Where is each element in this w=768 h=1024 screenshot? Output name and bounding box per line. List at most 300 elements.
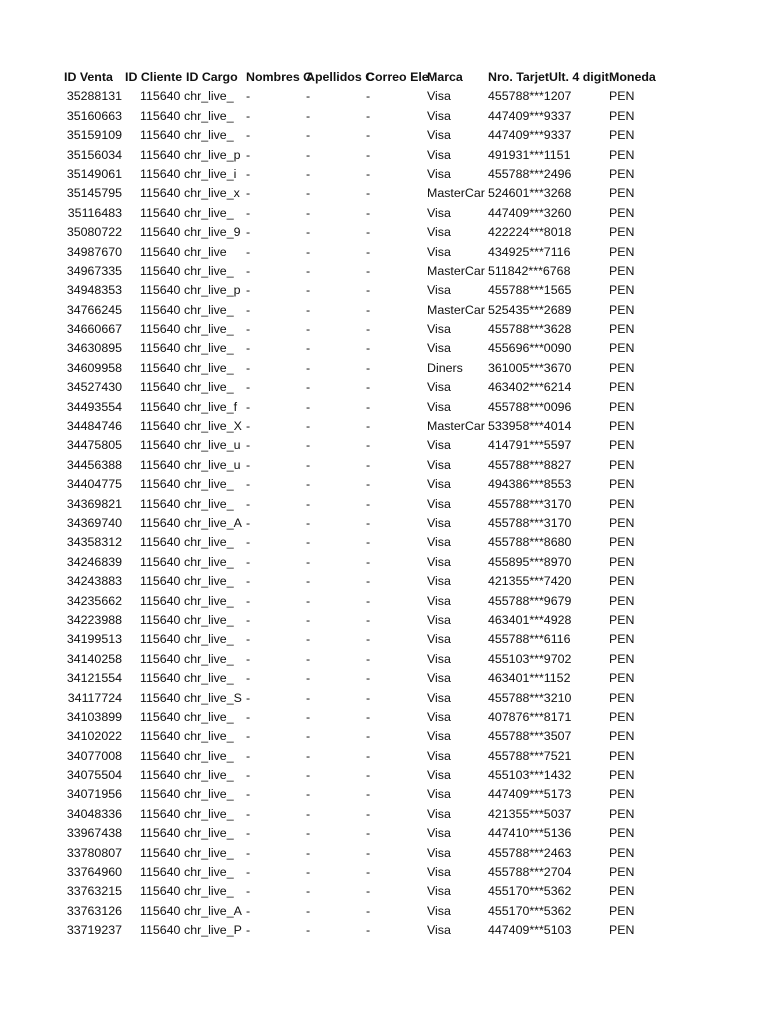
cell-correo: - [366,554,371,569]
cell-correo: - [366,205,371,220]
cell-correo: - [366,748,371,763]
cell-apellidos: - [306,593,311,608]
cell-id-cargo: chr_live_A [184,903,242,918]
cell-correo: - [366,341,371,356]
cell-nombres: - [246,574,251,589]
cell-moneda: PEN [609,186,635,201]
cell-moneda: PEN [609,399,635,414]
cell-id-cliente: 115640 [140,535,181,550]
cell-correo: - [366,787,371,802]
cell-apellidos: - [306,923,311,938]
cell-id-cargo: chr_live_ [184,496,234,511]
cell-nro-tarjeta: 455788***3170 [488,515,572,530]
cell-id-cargo: chr_live [184,244,227,259]
cell-nombres: - [246,651,251,666]
cell-nro-tarjeta: 455103***1432 [488,768,572,783]
cell-nro-tarjeta: 511842***6768 [488,263,571,278]
cell-nombres: - [246,205,251,220]
cell-marca: Visa [427,865,451,880]
cell-apellidos: - [306,748,311,763]
cell-id-venta: 34630895 [66,341,122,356]
cell-nombres: - [246,806,251,821]
cell-nro-tarjeta: 455788***6116 [488,632,571,647]
cell-apellidos: - [306,535,311,550]
cell-id-cliente: 115640 [140,826,181,841]
table-row [0,902,768,921]
cell-id-cliente: 115640 [140,574,181,589]
cell-apellidos: - [306,515,311,530]
cell-id-cargo: chr_live_p [184,147,241,162]
cell-apellidos: - [306,865,311,880]
cell-correo: - [366,671,371,686]
cell-id-cargo: chr_live_ [184,535,234,550]
cell-id-cargo: chr_live_i [184,166,237,181]
cell-id-cliente: 115640 [140,302,181,317]
header-apellidos: Apellidos C [306,70,375,84]
cell-id-cargo: chr_live_ [184,787,234,802]
table-row [0,126,768,145]
cell-correo: - [366,632,371,647]
cell-marca: MasterCar [427,419,485,434]
cell-id-venta: 34948353 [66,283,122,298]
cell-nro-tarjeta: 463401***1152 [488,671,571,686]
cell-nro-tarjeta: 455788***3628 [488,322,572,337]
cell-marca: Visa [427,166,451,181]
cell-id-cliente: 115640 [140,903,181,918]
cell-id-cliente: 115640 [140,166,181,181]
cell-id-cargo: chr_live_ [184,729,234,744]
cell-id-cliente: 115640 [140,108,181,123]
cell-id-cliente: 115640 [140,360,181,375]
cell-nro-tarjeta: 455696***0090 [488,341,572,356]
cell-id-cargo: chr_live_9 [184,225,241,240]
cell-apellidos: - [306,244,311,259]
cell-id-venta: 34358312 [66,535,122,550]
cell-correo: - [366,457,371,472]
cell-apellidos: - [306,496,311,511]
cell-id-venta: 35116483 [67,205,122,220]
table-row [0,301,768,320]
cell-marca: MasterCar [427,263,485,278]
table-row [0,844,768,863]
cell-moneda: PEN [609,477,635,492]
cell-apellidos: - [306,166,311,181]
cell-marca: Visa [427,225,451,240]
cell-correo: - [366,612,371,627]
cell-id-cargo: chr_live_ [184,651,234,666]
cell-correo: - [366,690,371,705]
cell-nro-tarjeta: 455788***1207 [488,89,572,104]
cell-nombres: - [246,380,251,395]
cell-nombres: - [246,438,251,453]
cell-nombres: - [246,535,251,550]
table-row [0,611,768,630]
cell-marca: Visa [427,709,451,724]
cell-marca: Visa [427,690,451,705]
cell-moneda: PEN [609,360,635,375]
cell-moneda: PEN [609,89,635,104]
cell-id-cliente: 115640 [140,845,181,860]
cell-apellidos: - [306,477,311,492]
table-row [0,417,768,436]
cell-nro-tarjeta: 407876***8171 [488,709,572,724]
cell-marca: Visa [427,515,451,530]
cell-id-venta: 34660667 [66,322,122,337]
table-row [0,708,768,727]
cell-nombres: - [246,709,251,724]
cell-nro-tarjeta: 447409***9337 [488,128,572,143]
cell-marca: Visa [427,826,451,841]
cell-nombres: - [246,729,251,744]
header-moneda: Moneda [609,70,656,84]
cell-moneda: PEN [609,884,635,899]
cell-id-cargo: chr_live_ [184,632,234,647]
cell-id-venta: 35160663 [66,108,122,123]
cell-id-venta: 34527430 [66,380,122,395]
cell-correo: - [366,166,371,181]
cell-marca: Visa [427,612,451,627]
table-row [0,475,768,494]
cell-apellidos: - [306,302,311,317]
cell-id-venta: 33763126 [66,903,122,918]
cell-id-venta: 34077008 [66,748,122,763]
cell-apellidos: - [306,128,311,143]
cell-id-cargo: chr_live_ [184,322,234,337]
cell-id-cargo: chr_live_ [184,826,234,841]
cell-nro-tarjeta: 455788***7521 [488,748,572,763]
cell-moneda: PEN [609,380,635,395]
cell-id-venta: 34609958 [66,360,122,375]
cell-nombres: - [246,225,251,240]
cell-nro-tarjeta: 447409***5103 [488,923,572,938]
cell-marca: Visa [427,651,451,666]
cell-moneda: PEN [609,457,635,472]
cell-marca: Visa [427,108,451,123]
cell-apellidos: - [306,89,311,104]
cell-id-venta: 34117724 [67,690,122,705]
cell-apellidos: - [306,690,311,705]
cell-id-cargo: chr_live_ [184,806,234,821]
cell-nombres: - [246,554,251,569]
cell-apellidos: - [306,768,311,783]
cell-correo: - [366,283,371,298]
cell-moneda: PEN [609,496,635,511]
cell-id-cliente: 115640 [140,89,181,104]
table-row [0,727,768,746]
cell-id-cliente: 115640 [140,923,181,938]
cell-id-cargo: chr_live_ [184,380,234,395]
cell-nombres: - [246,671,251,686]
cell-id-cargo: chr_live_P [184,923,242,938]
cell-marca: Visa [427,244,451,259]
cell-apellidos: - [306,380,311,395]
cell-moneda: PEN [609,923,635,938]
table-row [0,165,768,184]
cell-correo: - [366,302,371,317]
cell-nro-tarjeta: 447410***5136 [488,826,572,841]
cell-id-cliente: 115640 [140,225,181,240]
cell-id-cargo: chr_live_u [184,457,241,472]
cell-id-cliente: 115640 [140,787,181,802]
table-row [0,359,768,378]
cell-nombres: - [246,690,251,705]
cell-id-cliente: 115640 [140,884,181,899]
cell-marca: Visa [427,438,451,453]
cell-marca: Visa [427,671,451,686]
cell-apellidos: - [306,360,311,375]
cell-apellidos: - [306,903,311,918]
cell-marca: Visa [427,89,451,104]
cell-nro-tarjeta: 455788***8827 [488,457,572,472]
header-id-cliente: ID Cliente [125,70,183,84]
cell-correo: - [366,574,371,589]
cell-nombres: - [246,89,251,104]
cell-marca: Visa [427,554,451,569]
cell-id-venta: 34102022 [66,729,122,744]
cell-id-cliente: 115640 [140,554,181,569]
cell-apellidos: - [306,806,311,821]
cell-moneda: PEN [609,574,635,589]
cell-nro-tarjeta: 421355***7420 [488,574,572,589]
cell-id-cargo: chr_live_ [184,89,234,104]
cell-id-cliente: 115640 [140,419,181,434]
cell-apellidos: - [306,787,311,802]
cell-id-cargo: chr_live_ [184,360,234,375]
table-row [0,882,768,901]
cell-nombres: - [246,612,251,627]
cell-id-cargo: chr_live_ [184,128,234,143]
cell-correo: - [366,806,371,821]
cell-id-venta: 35159109 [66,128,122,143]
cell-apellidos: - [306,147,311,162]
cell-apellidos: - [306,399,311,414]
header-correo: Correo Ele [366,70,429,84]
header-id-cargo: ID Cargo [186,70,238,84]
cell-id-venta: 34071956 [66,787,122,802]
table-row [0,107,768,126]
cell-id-cargo: chr_live_ [184,477,234,492]
cell-marca: Visa [427,729,451,744]
cell-nombres: - [246,496,251,511]
cell-id-cargo: chr_live_ [184,845,234,860]
cell-nombres: - [246,244,251,259]
cell-nombres: - [246,419,251,434]
table-row [0,747,768,766]
cell-id-cliente: 115640 [140,244,181,259]
cell-apellidos: - [306,108,311,123]
cell-apellidos: - [306,438,311,453]
cell-nro-tarjeta: 455788***8680 [488,535,572,550]
table-row [0,378,768,397]
cell-nro-tarjeta: 455788***1565 [488,283,572,298]
cell-id-cargo: chr_live_ [184,709,234,724]
cell-id-cargo: chr_live_u [184,438,241,453]
cell-id-cliente: 115640 [140,205,181,220]
cell-id-cliente: 115640 [140,322,181,337]
table-row [0,436,768,455]
cell-nombres: - [246,826,251,841]
cell-marca: Visa [427,341,451,356]
cell-nro-tarjeta: 525435***2689 [488,302,572,317]
cell-id-cliente: 115640 [140,496,181,511]
table-row [0,184,768,203]
cell-correo: - [366,535,371,550]
cell-apellidos: - [306,612,311,627]
cell-nro-tarjeta: 455170***5362 [488,903,572,918]
cell-nro-tarjeta: 455788***0096 [488,399,572,414]
cell-correo: - [366,128,371,143]
header-nro-tarjeta: Nro. Tarjet [488,70,550,84]
table-row [0,243,768,262]
cell-moneda: PEN [609,748,635,763]
cell-apellidos: - [306,671,311,686]
cell-nombres: - [246,283,251,298]
cell-marca: Visa [427,283,451,298]
cell-correo: - [366,263,371,278]
cell-nombres: - [246,515,251,530]
cell-nombres: - [246,593,251,608]
cell-nombres: - [246,302,251,317]
cell-nombres: - [246,341,251,356]
cell-moneda: PEN [609,768,635,783]
cell-nro-tarjeta: 455788***3507 [488,729,572,744]
cell-correo: - [366,845,371,860]
cell-marca: Visa [427,923,451,938]
cell-id-venta: 34048336 [66,806,122,821]
cell-id-venta: 34987670 [66,244,122,259]
cell-nombres: - [246,399,251,414]
cell-nombres: - [246,632,251,647]
cell-nro-tarjeta: 455788***2496 [488,166,572,181]
table-row [0,650,768,669]
cell-nro-tarjeta: 533958***4014 [488,419,572,434]
cell-apellidos: - [306,225,311,240]
cell-id-cliente: 115640 [140,651,181,666]
cell-nro-tarjeta: 434925***7116 [488,244,571,259]
cell-nro-tarjeta: 455895***8970 [488,554,572,569]
cell-moneda: PEN [609,651,635,666]
cell-id-cliente: 115640 [140,806,181,821]
cell-id-venta: 34456388 [66,457,122,472]
cell-correo: - [366,651,371,666]
cell-id-cargo: chr_live_ [184,302,234,317]
header-id-venta: ID Venta [64,70,113,84]
cell-moneda: PEN [609,709,635,724]
cell-id-venta: 34235662 [66,593,122,608]
cell-apellidos: - [306,186,311,201]
table-row [0,921,768,940]
cell-id-venta: 35080722 [66,225,122,240]
cell-correo: - [366,438,371,453]
cell-moneda: PEN [609,128,635,143]
header-marca: Marca [427,70,463,84]
cell-apellidos: - [306,457,311,472]
cell-id-cargo: chr_live_ [184,108,234,123]
cell-correo: - [366,496,371,511]
cell-nro-tarjeta: 421355***5037 [488,806,572,821]
cell-id-venta: 33719237 [66,923,122,938]
cell-marca: MasterCar [427,186,485,201]
table-row [0,766,768,785]
cell-nro-tarjeta: 455788***3210 [488,690,572,705]
cell-correo: - [366,89,371,104]
cell-nombres: - [246,147,251,162]
cell-id-venta: 34967335 [66,263,122,278]
cell-id-cliente: 115640 [140,186,181,201]
table-row [0,630,768,649]
cell-id-cliente: 115640 [140,632,181,647]
cell-apellidos: - [306,826,311,841]
cell-moneda: PEN [609,806,635,821]
cell-id-cliente: 115640 [140,748,181,763]
cell-id-cliente: 115640 [140,865,181,880]
cell-moneda: PEN [609,263,635,278]
cell-nro-tarjeta: 447409***5173 [488,787,572,802]
cell-id-venta: 34766245 [66,302,122,317]
cell-moneda: PEN [609,515,635,530]
cell-nombres: - [246,322,251,337]
cell-marca: Visa [427,399,451,414]
table-row [0,262,768,281]
cell-id-venta: 34369740 [66,515,122,530]
cell-nombres: - [246,108,251,123]
header-row [0,68,768,87]
cell-marca: Visa [427,903,451,918]
cell-apellidos: - [306,884,311,899]
table-row [0,824,768,843]
cell-id-cargo: chr_live_f [184,399,238,414]
cell-correo: - [366,515,371,530]
cell-correo: - [366,399,371,414]
cell-apellidos: - [306,554,311,569]
spreadsheet-table [0,68,768,941]
cell-moneda: PEN [609,283,635,298]
cell-moneda: PEN [609,225,635,240]
cell-nro-tarjeta: 447409***3260 [488,205,572,220]
table-row [0,87,768,106]
cell-moneda: PEN [609,865,635,880]
cell-id-venta: 34199513 [66,632,122,647]
cell-moneda: PEN [609,554,635,569]
cell-nombres: - [246,884,251,899]
cell-correo: - [366,322,371,337]
cell-id-cliente: 115640 [140,341,181,356]
cell-id-cargo: chr_live_ [184,865,234,880]
cell-moneda: PEN [609,341,635,356]
table-row [0,863,768,882]
cell-marca: Visa [427,574,451,589]
cell-moneda: PEN [609,671,635,686]
cell-apellidos: - [306,845,311,860]
table-row [0,146,768,165]
cell-marca: Visa [427,128,451,143]
cell-correo: - [366,225,371,240]
cell-id-cliente: 115640 [140,457,181,472]
cell-nro-tarjeta: 422224***8018 [488,225,572,240]
cell-id-cliente: 115640 [140,612,181,627]
table-body [0,87,768,940]
cell-marca: Visa [427,748,451,763]
cell-id-cliente: 115640 [140,729,181,744]
header-ult-4-digitos: Ult. 4 digit [549,70,609,84]
cell-apellidos: - [306,322,311,337]
table-row [0,514,768,533]
cell-apellidos: - [306,632,311,647]
cell-moneda: PEN [609,593,635,608]
cell-id-cargo: chr_live_ [184,612,234,627]
cell-nro-tarjeta: 455788***2463 [488,845,572,860]
cell-correo: - [366,186,371,201]
